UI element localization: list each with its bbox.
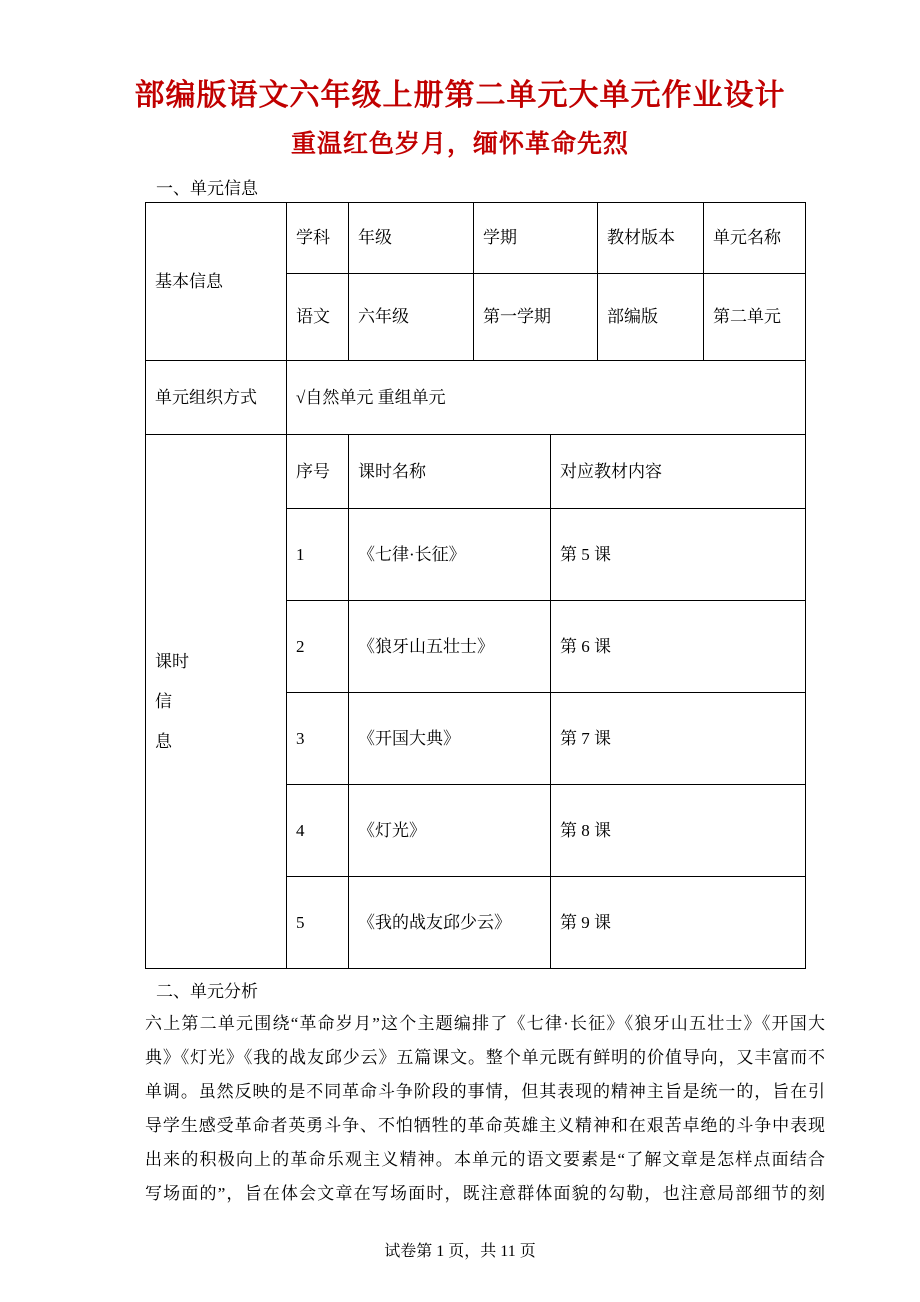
lessons-label [146,435,287,969]
basic-info-value-term: 第一学期 [474,274,598,361]
lesson-material: 第 9 课 [551,877,806,969]
basic-info-value-unit: 第二单元 [704,274,806,361]
basic-info-label: 基本信息 [146,203,287,361]
unit-organization-label: 单元组织方式 [146,361,287,435]
basic-info-table [145,202,806,361]
lesson-no: 2 [287,601,349,693]
lesson-no: 4 [287,785,349,877]
basic-info-header-unit: 单元名称 [704,203,806,274]
paragraph-line: 写场面的”，旨在体会文章在写场面时，既注意群体面貌的勾勒，也注意局部细节的刻 [145,1184,825,1203]
lesson-name: 《狼牙山五壮士》 [349,601,551,693]
lesson-name: 《七律·长征》 [349,509,551,601]
paragraph-line: 单调。虽然反映的是不同革命斗争阶段的事情，但其表现的精神主旨是统一的，旨在引 [145,1082,825,1101]
lessons-header-material: 对应教材内容 [551,435,806,509]
lesson-material: 第 5 课 [551,509,806,601]
lesson-no: 3 [287,693,349,785]
paragraph-line: 导学生感受革命者英勇斗争、不怕牺牲的革命英雄主义精神和在艰苦卓绝的斗争中表现 [145,1116,825,1135]
lessons-table [145,434,806,969]
page-title: 部编版语文六年级上册第二单元大单元作业设计 [134,79,786,112]
page-footer: 试卷第 1 页，共 11 页 [384,1243,536,1260]
basic-info-header-grade: 年级 [349,203,474,274]
basic-info-header-subject: 学科 [287,203,349,274]
lesson-material: 第 7 课 [551,693,806,785]
lessons-label-line: 课时 [155,651,189,671]
lessons-header-name: 课时名称 [349,435,551,509]
basic-info-value-edition: 部编版 [598,274,704,361]
lesson-material: 第 6 课 [551,601,806,693]
unit-analysis-paragraph [145,1007,825,1211]
lesson-material: 第 8 课 [551,785,806,877]
paragraph-line: 六上第二单元围绕“革命岁月”这个主题编排了《七律·长征》《狼牙山五壮士》《开国大 [145,1014,825,1033]
basic-info-value-subject: 语文 [287,274,349,361]
basic-info-header-edition: 教材版本 [598,203,704,274]
paragraph-line: 典》《灯光》《我的战友邱少云》五篇课文。整个单元既有鲜明的价值导向，又丰富而不 [145,1048,825,1067]
lesson-name: 《开国大典》 [349,693,551,785]
unit-organization-value: √自然单元 重组单元 [287,361,806,435]
lesson-name: 《灯光》 [349,785,551,877]
lesson-name: 《我的战友邱少云》 [349,877,551,969]
heading-unit-info: 一、单元信息 [156,179,258,198]
unit-organization-table [145,360,806,435]
paragraph-line: 出来的积极向上的革命乐观主义精神。本单元的语文要素是“了解文章是怎样点面结合 [145,1150,825,1169]
unit-info-table-group [145,202,805,969]
basic-info-value-grade: 六年级 [349,274,474,361]
basic-info-header-term: 学期 [474,203,598,274]
lesson-no: 1 [287,509,349,601]
lesson-no: 5 [287,877,349,969]
heading-unit-analysis: 二、单元分析 [156,982,258,1001]
lessons-label-line: 信 [155,691,172,711]
lessons-label-line: 息 [155,731,172,751]
page-subtitle: 重温红色岁月，缅怀革命先烈 [290,131,629,158]
lessons-header-no: 序号 [287,435,349,509]
